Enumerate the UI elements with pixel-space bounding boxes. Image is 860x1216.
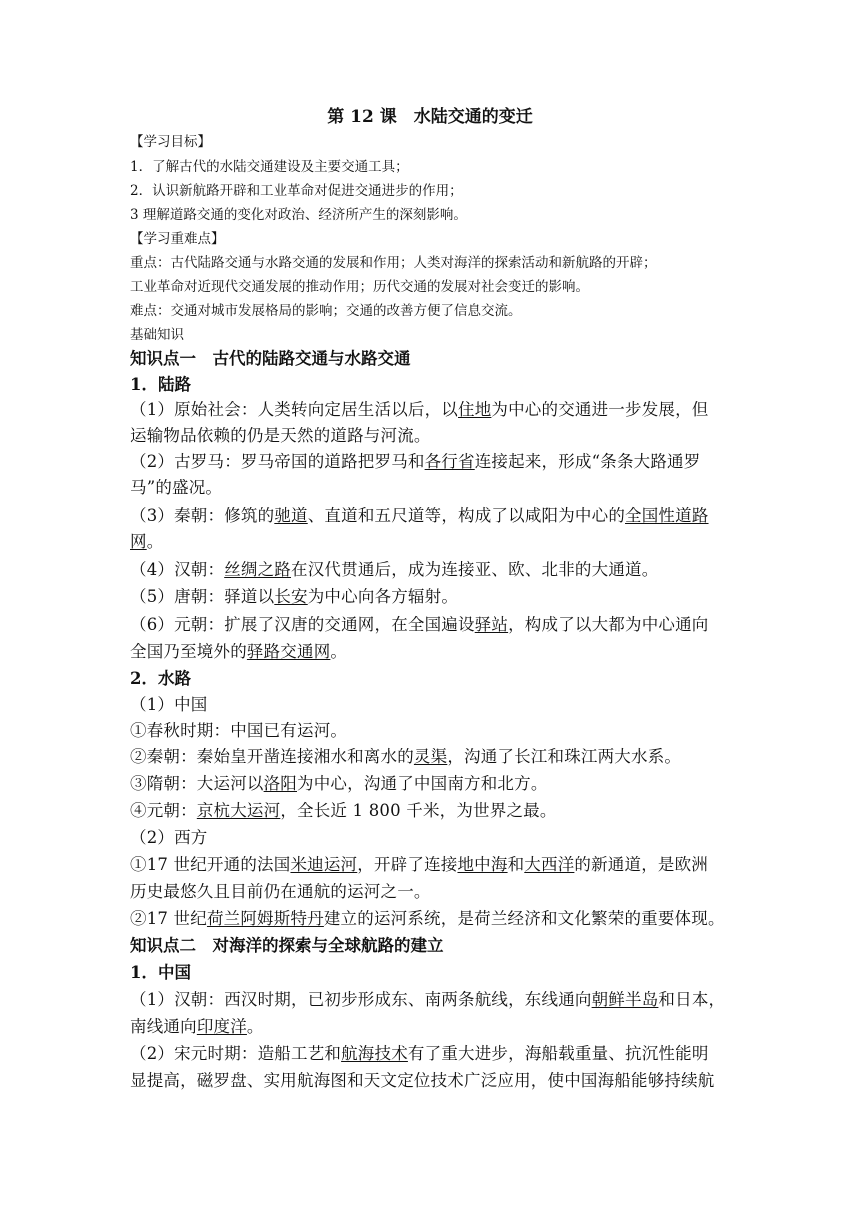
underlined-term: 朝鲜半岛 [591,990,659,1009]
underlined-term: 地中海 [457,855,508,874]
underlined-term: 各行省 [424,452,475,471]
underlined-term: 驰道 [274,506,308,525]
paragraph-line: 历史最悠久且目前仍在通航的运河之一。 [130,882,431,901]
underlined-term: 灵渠 [413,747,448,766]
subsection-heading: 1．陆路 [130,375,191,394]
underlined-term: 洛阳 [263,774,298,793]
paragraph-line: ④元朝：京杭大运河，全长近 1 800 千米，为世界之最。 [130,801,557,820]
section-heading: 知识点一 古代的陆路交通与水路交通 [130,349,411,368]
keypoint-item: 难点：交通对城市发展格局的影响；交通的改善方便了信息交流。 [130,303,522,319]
keypoint-item: 重点：古代陆路交通与水路交通的发展和作用；人类对海洋的探索活动和新航路的开辟； [130,255,657,271]
paragraph-line: ③隋朝：大运河以洛阳为中心，沟通了中国南方和北方。 [130,774,548,793]
lesson-title: 第 12 课 水陆交通的变迁 [327,107,533,127]
paragraph-line: ①春秋时期：中国已有运河。 [130,721,348,740]
paragraph-line: 全国乃至境外的驿路交通网。 [130,642,348,661]
underlined-term: 丝绸之路 [224,560,292,579]
underlined-term: 大西洋 [524,855,575,874]
objectives-header: 【学习目标】 [130,134,211,150]
paragraph-line: （1）原始社会：人类转向定居生活以后，以住地为中心的交通进一步发展，但 [130,400,709,419]
section-heading: 知识点二 对海洋的探索与全球航路的建立 [130,936,444,955]
underlined-term: 住地 [458,400,492,419]
basic-knowledge-label: 基础知识 [130,327,184,343]
subsection-heading: 2．水路 [130,669,191,688]
keypoint-item: 工业革命对近现代交通发展的推动作用；历代交通的发展对社会变迁的影响。 [130,279,589,295]
underlined-term: 荷兰阿姆斯特丹 [206,909,324,928]
underlined-term: 长安 [274,587,308,606]
objective-item: 2．认识新航路开辟和工业革命对促进交通进步的作用； [130,183,463,199]
underlined-term: 米迪运河 [290,855,358,874]
paragraph-line: （2）宋元时期：造船工艺和航海技术有了重大进步，海船载重量、抗沉性能明 [130,1044,709,1063]
underlined-term: 驿路交通网 [246,642,331,661]
underlined-term: 网 [130,532,147,551]
objective-item: 1．了解古代的水陆交通建设及主要交通工具； [130,159,409,175]
underlined-term: 航海技术 [341,1044,408,1063]
paragraph-line: 显提高，磁罗盘、实用航海图和天文定位技术广泛应用，使中国海船能够持续航 [130,1071,715,1090]
underlined-term: 印度洋 [196,1017,247,1036]
paragraph-line: （1）汉朝：西汉时期，已初步形成东、南两条航线，东线通向朝鲜半岛和日本， [130,990,726,1009]
paragraph-line: 马”的盛况。 [130,478,223,497]
paragraph-line: 网。 [130,532,164,551]
underlined-term: 驿站 [474,615,509,634]
paragraph-line: ②17 世纪荷兰阿姆斯特丹建立的运河系统，是荷兰经济和文化繁荣的重要体现。 [130,909,725,928]
paragraph-line: （5）唐朝：驿道以长安为中心向各方辐射。 [130,587,459,606]
keypoints-header: 【学习重难点】 [130,231,225,247]
objective-item: 3 理解道路交通的变化对政治、经济所产生的深刻影响。 [130,207,467,223]
paragraph-line: （2）古罗马：罗马帝国的道路把罗马和各行省连接起来，形成“条条大路通罗 [130,452,701,471]
paragraph-line: （6）元朝：扩展了汉唐的交通网，在全国遍设驿站，构成了以大都为中心通向 [130,615,709,634]
paragraph-line: （3）秦朝：修筑的驰道、直道和五尺道等，构成了以咸阳为中心的全国性道路 [130,506,709,525]
paragraph-line: 南线通向印度洋。 [130,1017,264,1036]
paragraph-line: ②秦朝：秦始皇开凿连接湘水和离水的灵渠，沟通了长江和珠江两大水系。 [130,747,682,766]
paragraph-line: （4）汉朝：丝绸之路在汉代贯通后，成为连接亚、欧、北非的大通道。 [130,560,659,579]
paragraph-line: 运输物品依赖的仍是天然的道路与河流。 [130,426,431,445]
paragraph-line: （1）中国 [130,695,208,714]
underlined-term: 京杭大运河 [196,801,281,820]
underlined-term: 全国性道路 [625,506,709,525]
paragraph-line: ①17 世纪开通的法国米迪运河，开辟了连接地中海和大西洋的新通道，是欧洲 [130,855,708,874]
paragraph-line: （2）西方 [130,828,208,847]
subsection-heading: 1．中国 [130,963,191,982]
